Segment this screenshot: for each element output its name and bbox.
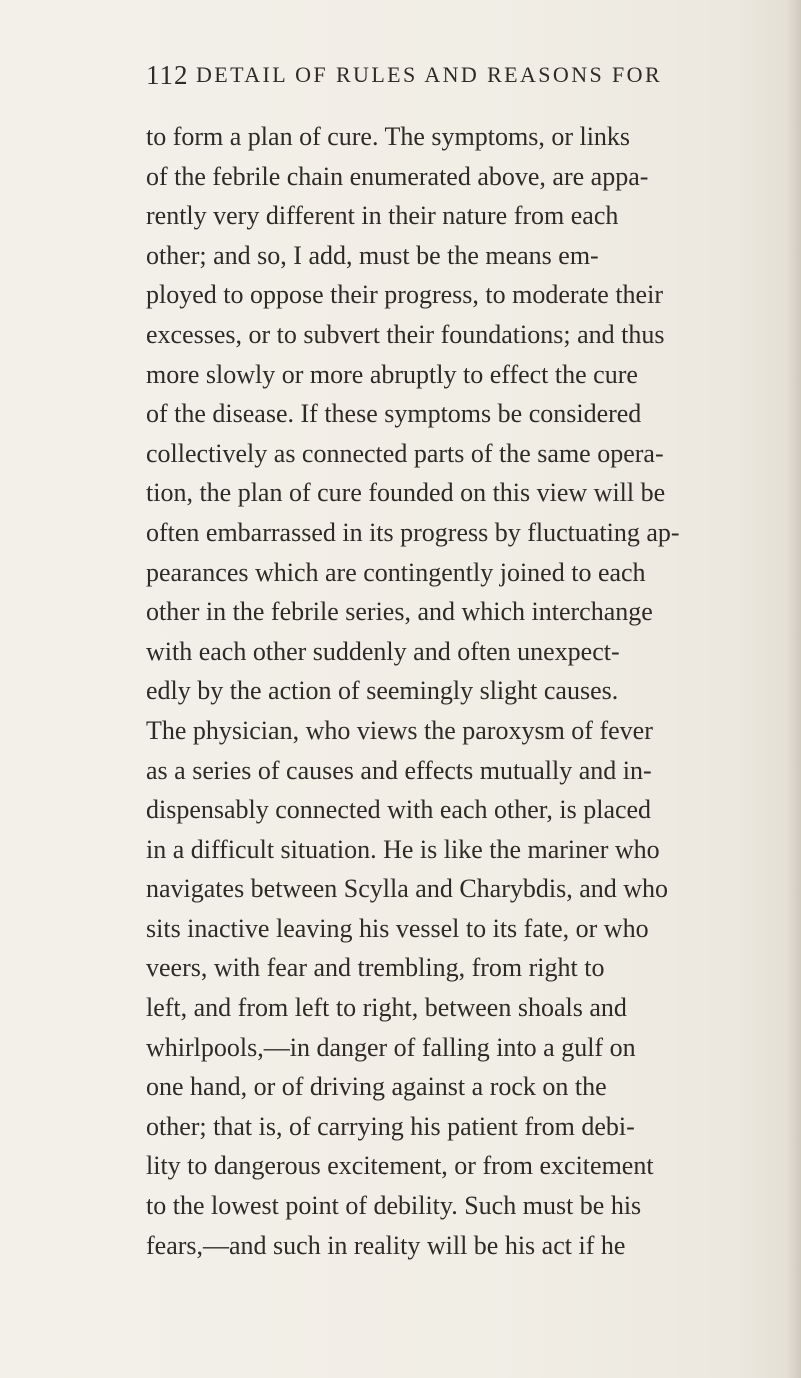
page-header (146, 60, 706, 92)
text-line: pearances which are contingently joined to each (146, 557, 646, 587)
text-line: more slowly or more abruptly to effect the cure (146, 359, 638, 389)
text-line: rently very different in their nature from each (146, 201, 619, 231)
page-edge-shadow (787, 0, 801, 1378)
running-head: DETAIL OF RULES AND REASONS FOR (196, 62, 663, 87)
text-line: as a series of causes and effects mutually and in- (146, 755, 652, 785)
text-line: one hand, or of driving against a rock on the (146, 1072, 607, 1102)
text-line: of the disease. If these symptoms be considered (146, 399, 642, 429)
text-line: ployed to oppose their progress, to moderate their (146, 280, 663, 310)
text-line: to form a plan of cure. The symptoms, or links (146, 122, 631, 151)
body-text (146, 117, 706, 1265)
text-line: fears,—and such in reality will be his act if he (146, 1230, 626, 1260)
text-line: left, and from left to right, between shoals and (146, 993, 627, 1023)
text-line: navigates between Scylla and Charybdis, and who (146, 874, 669, 904)
text-line: other; and so, I add, must be the means em- (146, 240, 599, 270)
text-line: The physician, who views the paroxysm of fever (146, 715, 653, 745)
text-line: collectively as connected parts of the same opera- (146, 438, 664, 468)
text-line: excesses, or to subvert their foundations; and thus (146, 319, 665, 349)
text-line: in a difficult situation. He is like the mariner who (146, 834, 660, 864)
text-line: often embarrassed in its progress by fluctuating ap- (146, 517, 680, 547)
text-line: other in the febrile series, and which interchange (146, 597, 653, 627)
page-number: 112 (146, 60, 189, 90)
text-line: dispensably connected with each other, is placed (146, 795, 652, 825)
text-line: to the lowest point of debility. Such must be his (146, 1191, 642, 1221)
text-line: with each other suddenly and often unexpect- (146, 636, 620, 666)
text-line: veers, with fear and trembling, from right to (146, 953, 605, 983)
text-line: sits inactive leaving his vessel to its fate, or who (146, 913, 649, 943)
text-line: tion, the plan of cure founded on this view will be (146, 478, 666, 508)
text-line: other; that is, of carrying his patient from debi- (146, 1111, 635, 1141)
text-line: edly by the action of seemingly slight causes. (146, 676, 619, 706)
text-line: lity to dangerous excitement, or from excitement (146, 1151, 654, 1181)
text-line: of the febrile chain enumerated above, are appa- (146, 161, 649, 191)
text-line: whirlpools,—in danger of falling into a gulf on (146, 1032, 636, 1062)
